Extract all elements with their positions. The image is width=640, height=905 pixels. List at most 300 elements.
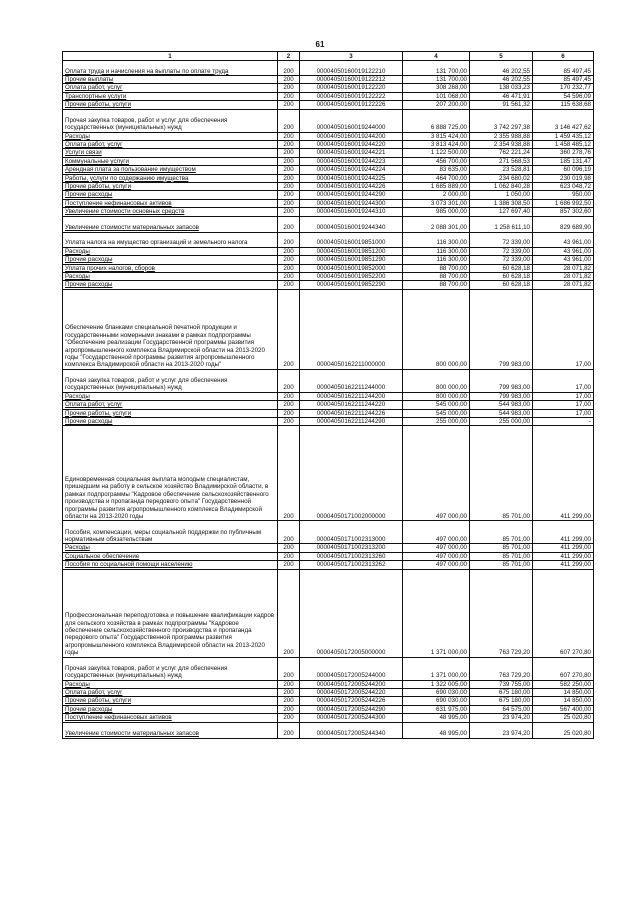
row-unexecuted-amount-cell: 85 497,45 — [533, 61, 594, 76]
table-row — [63, 521, 594, 544]
row-approved-amount-cell: 3 815 424,00 — [403, 132, 470, 140]
row-name-cell: Расходы — [63, 680, 278, 688]
row-classification-code-cell: 00004050171002000000 — [300, 426, 403, 521]
row-name-cell: Расходы — [63, 247, 278, 255]
row-classification-code-cell: 00004050171002313260 — [300, 552, 403, 560]
row-executed-amount-cell: 60 628,18 — [470, 264, 533, 272]
table-row — [63, 174, 594, 182]
row-executed-amount-cell: 23 974,20 — [470, 714, 533, 722]
table-header-row — [63, 52, 594, 61]
table-row — [63, 569, 594, 657]
row-name-cell: Пособия по социальной помощи населению — [63, 561, 278, 569]
row-approved-amount-cell: 497 000,00 — [403, 426, 470, 521]
row-executed-amount-cell: 763 729,20 — [470, 657, 533, 680]
row-unexecuted-amount-cell: 25 020,80 — [533, 714, 594, 722]
row-unexecuted-amount-cell: 582 250,00 — [533, 680, 594, 688]
table-row — [63, 256, 594, 264]
row-classification-code-cell: 00004050160019244300 — [300, 199, 403, 207]
row-name-cell: Увеличение стоимости материальных запасов — [63, 722, 278, 738]
row-name-cell: Пособия, компенсации, меры социальной поддержки по публичным нормативным обязательствам — [63, 521, 278, 544]
row-code-cell: 200 — [278, 561, 300, 569]
row-name-cell: Прочие расходы — [63, 705, 278, 713]
row-code-cell: 200 — [278, 521, 300, 544]
row-name-cell: Прочие расходы — [63, 281, 278, 289]
row-code-cell: 200 — [278, 369, 300, 392]
table-row — [63, 714, 594, 722]
column-header: 1 — [63, 52, 278, 61]
row-executed-amount-cell: 85 701,00 — [470, 521, 533, 544]
row-name-cell: Прочая закупка товаров, работ и услуг для обеспечения государственных (муниципальных) нужд — [63, 657, 278, 680]
row-executed-amount-cell: 3 742 297,38 — [470, 109, 533, 132]
row-approved-amount-cell: 48 995,00 — [403, 714, 470, 722]
row-approved-amount-cell: 116 300,00 — [403, 232, 470, 247]
row-executed-amount-cell: 1 258 611,10 — [470, 216, 533, 232]
row-code-cell: 200 — [278, 426, 300, 521]
row-approved-amount-cell: 2 000,00 — [403, 191, 470, 199]
row-code-cell: 200 — [278, 409, 300, 417]
row-classification-code-cell: 00004050160019244340 — [300, 216, 403, 232]
row-executed-amount-cell: 85 701,00 — [470, 561, 533, 569]
row-name-cell: Увеличение стоимости основных средств — [63, 208, 278, 216]
row-name-cell: Уплата прочих налогов, сборов — [63, 264, 278, 272]
row-classification-code-cell: 00004050160019122222 — [300, 92, 403, 100]
row-approved-amount-cell: 116 300,00 — [403, 247, 470, 255]
row-unexecuted-amount-cell: 411 299,00 — [533, 561, 594, 569]
row-executed-amount-cell: 1 062 840,28 — [470, 183, 533, 191]
column-header: 5 — [470, 52, 533, 61]
row-approved-amount-cell: 497 000,00 — [403, 544, 470, 552]
row-unexecuted-amount-cell: 567 400,00 — [533, 705, 594, 713]
row-approved-amount-cell: 1 322 005,00 — [403, 680, 470, 688]
row-approved-amount-cell: 3 813 424,00 — [403, 141, 470, 149]
row-code-cell: 200 — [278, 208, 300, 216]
row-approved-amount-cell: 131 700,00 — [403, 76, 470, 84]
row-executed-amount-cell: 544 983,00 — [470, 401, 533, 409]
row-unexecuted-amount-cell: 411 299,00 — [533, 552, 594, 560]
row-approved-amount-cell: 88 700,00 — [403, 264, 470, 272]
row-code-cell: 200 — [278, 232, 300, 247]
row-code-cell: 200 — [278, 264, 300, 272]
table-row — [63, 392, 594, 400]
row-unexecuted-amount-cell: 857 302,60 — [533, 208, 594, 216]
row-code-cell: 200 — [278, 132, 300, 140]
row-code-cell: 200 — [278, 149, 300, 157]
row-name-cell: Прочая закупка товаров, работ и услуг для обеспечения государственных (муниципальных) нужд — [63, 369, 278, 392]
row-code-cell: 200 — [278, 544, 300, 552]
row-unexecuted-amount-cell: 17,00 — [533, 392, 594, 400]
row-unexecuted-amount-cell: 14 850,00 — [533, 697, 594, 705]
row-approved-amount-cell: 116 300,00 — [403, 256, 470, 264]
row-name-cell: Прочие расходы — [63, 417, 278, 425]
row-executed-amount-cell: 46 202,55 — [470, 61, 533, 76]
row-executed-amount-cell: 46 471,91 — [470, 92, 533, 100]
row-name-cell: Расходы — [63, 544, 278, 552]
page-number: 61 — [315, 40, 325, 49]
row-classification-code-cell: 00004050160019122220 — [300, 84, 403, 92]
row-code-cell: 200 — [278, 401, 300, 409]
row-executed-amount-cell: 85 701,00 — [470, 426, 533, 521]
row-code-cell: 200 — [278, 552, 300, 560]
table-row — [63, 289, 594, 369]
row-executed-amount-cell: 60 628,18 — [470, 272, 533, 280]
column-header: 2 — [278, 52, 300, 61]
row-approved-amount-cell: 497 000,00 — [403, 552, 470, 560]
table-row — [63, 199, 594, 207]
row-unexecuted-amount-cell: 1 459 435,12 — [533, 132, 594, 140]
row-name-cell: Коммунальные услуги — [63, 157, 278, 165]
table-row — [63, 264, 594, 272]
table-row — [63, 141, 594, 149]
row-executed-amount-cell: 739 755,00 — [470, 680, 533, 688]
column-header: 3 — [300, 52, 403, 61]
row-code-cell: 200 — [278, 174, 300, 182]
row-unexecuted-amount-cell: 28 071,82 — [533, 264, 594, 272]
table-row — [63, 401, 594, 409]
row-classification-code-cell: 00004050160019244220 — [300, 141, 403, 149]
row-executed-amount-cell: 72 339,00 — [470, 256, 533, 264]
row-code-cell: 200 — [278, 714, 300, 722]
row-approved-amount-cell: 255 000,00 — [403, 417, 470, 425]
row-executed-amount-cell: 72 339,00 — [470, 247, 533, 255]
table-row — [63, 705, 594, 713]
row-approved-amount-cell: 1 371 000,00 — [403, 569, 470, 657]
table-row — [63, 61, 594, 76]
table-row — [63, 166, 594, 174]
row-classification-code-cell: 00004050172005244200 — [300, 680, 403, 688]
table-row — [63, 183, 594, 191]
table-row — [63, 369, 594, 392]
row-classification-code-cell: 00004050160019122226 — [300, 101, 403, 109]
row-classification-code-cell: 00004050172005000000 — [300, 569, 403, 657]
row-name-cell: Оплата работ, услуг — [63, 141, 278, 149]
row-code-cell: 200 — [278, 256, 300, 264]
row-unexecuted-amount-cell: 43 961,00 — [533, 256, 594, 264]
row-name-cell: Работы, услуги по содержанию имущества — [63, 174, 278, 182]
row-approved-amount-cell: 88 700,00 — [403, 281, 470, 289]
table-row — [63, 157, 594, 165]
row-executed-amount-cell: 85 701,00 — [470, 544, 533, 552]
row-unexecuted-amount-cell: 623 048,72 — [533, 183, 594, 191]
row-name-cell: Услуги связи — [63, 149, 278, 157]
row-name-cell: Оплата работ, услуг — [63, 688, 278, 696]
row-classification-code-cell: 00004050160019851200 — [300, 247, 403, 255]
row-executed-amount-cell: 799 983,00 — [470, 369, 533, 392]
row-code-cell: 200 — [278, 680, 300, 688]
row-code-cell: 200 — [278, 705, 300, 713]
row-classification-code-cell: 00004050172005244226 — [300, 697, 403, 705]
row-approved-amount-cell: 48 995,00 — [403, 722, 470, 738]
row-unexecuted-amount-cell: 43 961,00 — [533, 232, 594, 247]
row-classification-code-cell: 00004050171002313000 — [300, 521, 403, 544]
row-classification-code-cell: 00004050160019244310 — [300, 208, 403, 216]
row-approved-amount-cell: 985 000,00 — [403, 208, 470, 216]
row-name-cell: Поступление нефинансовых активов — [63, 714, 278, 722]
row-approved-amount-cell: 800 000,00 — [403, 392, 470, 400]
row-classification-code-cell: 00004050172005244220 — [300, 688, 403, 696]
row-approved-amount-cell: 631 975,00 — [403, 705, 470, 713]
table-row — [63, 680, 594, 688]
row-classification-code-cell: 00004050160019851000 — [300, 232, 403, 247]
row-unexecuted-amount-cell: 60 096,19 — [533, 166, 594, 174]
row-name-cell: Единовременная социальная выплата молодым специалистам, пришедшим на работу в сельское хозяйство Владимирской области, в рамках подпрограммы "Кадровое обеспечение сельскохозяйственного производства и пропаганда передового опыта" Государственной программы развития агропромышленного комплекса Владимирской области на 2013-2020 годы — [63, 426, 278, 521]
row-approved-amount-cell: 131 700,00 — [403, 61, 470, 76]
row-name-cell: Прочие расходы — [63, 256, 278, 264]
row-executed-amount-cell: 799 983,00 — [470, 392, 533, 400]
row-code-cell: 200 — [278, 84, 300, 92]
row-name-cell: Прочие работы, услуги — [63, 183, 278, 191]
budget-execution-table — [62, 51, 594, 739]
row-code-cell: 200 — [278, 191, 300, 199]
row-code-cell: 200 — [278, 697, 300, 705]
row-name-cell: Оплата работ, услуг — [63, 84, 278, 92]
row-classification-code-cell: 00004050160019244224 — [300, 166, 403, 174]
row-classification-code-cell: 00004050160019244221 — [300, 149, 403, 157]
table-row — [63, 409, 594, 417]
row-executed-amount-cell: 60 628,18 — [470, 281, 533, 289]
row-classification-code-cell: 00004050160019852200 — [300, 272, 403, 280]
row-name-cell: Прочие работы, услуги — [63, 697, 278, 705]
row-name-cell: Прочие расходы — [63, 191, 278, 199]
row-code-cell: 200 — [278, 657, 300, 680]
row-name-cell: Транспортные услуги — [63, 92, 278, 100]
row-code-cell: 200 — [278, 722, 300, 738]
row-unexecuted-amount-cell: 14 850,00 — [533, 688, 594, 696]
table-row — [63, 76, 594, 84]
row-code-cell: 200 — [278, 417, 300, 425]
row-unexecuted-amount-cell: 950,00 — [533, 191, 594, 199]
row-classification-code-cell: 00004050171002313262 — [300, 561, 403, 569]
row-classification-code-cell: 00004050160019244290 — [300, 191, 403, 199]
row-name-cell: Оплата работ, услуг — [63, 401, 278, 409]
row-approved-amount-cell: 88 700,00 — [403, 272, 470, 280]
row-unexecuted-amount-cell: 25 020,80 — [533, 722, 594, 738]
row-classification-code-cell: 00004050160019852290 — [300, 281, 403, 289]
row-approved-amount-cell: 464 700,00 — [403, 174, 470, 182]
row-code-cell: 200 — [278, 92, 300, 100]
row-unexecuted-amount-cell: 17,00 — [533, 369, 594, 392]
row-unexecuted-amount-cell: 411 299,00 — [533, 521, 594, 544]
row-unexecuted-amount-cell: 1 458 485,12 — [533, 141, 594, 149]
row-executed-amount-cell: 763 729,20 — [470, 569, 533, 657]
row-name-cell: Арендная плата за пользование имуществом — [63, 166, 278, 174]
row-classification-code-cell: 00004050172005244300 — [300, 714, 403, 722]
row-unexecuted-amount-cell: 28 071,82 — [533, 281, 594, 289]
row-unexecuted-amount-cell: - — [533, 417, 594, 425]
table-row — [63, 247, 594, 255]
row-classification-code-cell: 00004050160019244226 — [300, 183, 403, 191]
table-row — [63, 101, 594, 109]
row-name-cell: Прочие работы, услуги — [63, 409, 278, 417]
table-row — [63, 92, 594, 100]
row-name-cell: Увеличение стоимости материальных запасов — [63, 216, 278, 232]
row-approved-amount-cell: 83 635,00 — [403, 166, 470, 174]
row-name-cell: Прочие работы, услуги — [63, 101, 278, 109]
row-approved-amount-cell: 800 000,00 — [403, 369, 470, 392]
row-code-cell: 200 — [278, 216, 300, 232]
row-name-cell: Социальное обеспечение — [63, 552, 278, 560]
row-unexecuted-amount-cell: 43 961,00 — [533, 247, 594, 255]
table-row — [63, 191, 594, 199]
row-code-cell: 200 — [278, 183, 300, 191]
table-row — [63, 426, 594, 521]
row-code-cell: 200 — [278, 166, 300, 174]
row-executed-amount-cell: 23 528,81 — [470, 166, 533, 174]
row-unexecuted-amount-cell: 411 299,00 — [533, 544, 594, 552]
row-unexecuted-amount-cell: 3 146 427,62 — [533, 109, 594, 132]
row-executed-amount-cell: 64 575,00 — [470, 705, 533, 713]
row-code-cell: 200 — [278, 109, 300, 132]
row-unexecuted-amount-cell: 607 270,80 — [533, 569, 594, 657]
row-executed-amount-cell: 2 354 938,88 — [470, 141, 533, 149]
row-unexecuted-amount-cell: 17,00 — [533, 409, 594, 417]
row-code-cell: 200 — [278, 247, 300, 255]
row-unexecuted-amount-cell: 85 497,45 — [533, 76, 594, 84]
table-body — [63, 61, 594, 739]
row-approved-amount-cell: 6 888 725,00 — [403, 109, 470, 132]
row-name-cell: Уплата налога на имущество организаций и земельного налога — [63, 232, 278, 247]
row-approved-amount-cell: 497 000,00 — [403, 561, 470, 569]
row-code-cell: 200 — [278, 61, 300, 76]
row-name-cell: Обеспечение бланками специальной печатной продукции и государственными номерными знаками в рамках подпрограммы "Обеспечение реализации Государственной программы развития агропромышленного комплекса Владимирской области на 2013-2020 годы "Государственной программы развития агропромышленного комплекса Владимирской области на 2013-2020 годы" — [63, 289, 278, 369]
row-approved-amount-cell: 1 371 000,00 — [403, 657, 470, 680]
table-row — [63, 417, 594, 425]
row-code-cell: 200 — [278, 688, 300, 696]
column-header: 4 — [403, 52, 470, 61]
row-code-cell: 200 — [278, 76, 300, 84]
table-row — [63, 697, 594, 705]
table-row — [63, 722, 594, 738]
row-name-cell: Оплата труда и начисления на выплаты по оплате труда — [63, 61, 278, 76]
row-code-cell: 200 — [278, 141, 300, 149]
table-row — [63, 109, 594, 132]
row-executed-amount-cell: 2 355 988,88 — [470, 132, 533, 140]
row-approved-amount-cell: 101 068,00 — [403, 92, 470, 100]
row-approved-amount-cell: 3 073 301,00 — [403, 199, 470, 207]
table-row — [63, 84, 594, 92]
row-classification-code-cell: 00004050162211244290 — [300, 417, 403, 425]
row-executed-amount-cell: 762 221,24 — [470, 149, 533, 157]
row-classification-code-cell: 00004050162211244220 — [300, 401, 403, 409]
row-unexecuted-amount-cell: 1 686 992,50 — [533, 199, 594, 207]
row-approved-amount-cell: 800 000,00 — [403, 289, 470, 369]
table-row — [63, 552, 594, 560]
table-row — [63, 544, 594, 552]
row-unexecuted-amount-cell: 170 232,77 — [533, 84, 594, 92]
row-name-cell: Поступление нефинансовых активов — [63, 199, 278, 207]
row-executed-amount-cell: 675 180,00 — [470, 697, 533, 705]
row-executed-amount-cell: 46 202,55 — [470, 76, 533, 84]
row-name-cell: Расходы — [63, 272, 278, 280]
row-executed-amount-cell: 544 983,00 — [470, 409, 533, 417]
row-executed-amount-cell: 255 000,00 — [470, 417, 533, 425]
row-approved-amount-cell: 2 088 301,00 — [403, 216, 470, 232]
row-approved-amount-cell: 456 700,00 — [403, 157, 470, 165]
row-classification-code-cell: 00004050160019851290 — [300, 256, 403, 264]
row-name-cell: Прочие выплаты — [63, 76, 278, 84]
row-name-cell: Профессиональная переподготовка и повышение квалификации кадров для сельского хозяйства в рамках подпрограммы "Кадровое обеспечение сельскохозяйственного производства и пропаганда передового опыта" Государственной программы развития агропромышленного комплекса Владимирской области на 2013-2020 годы — [63, 569, 278, 657]
row-classification-code-cell: 00004050160019122210 — [300, 61, 403, 76]
table-row — [63, 272, 594, 280]
row-unexecuted-amount-cell: 360 278,76 — [533, 149, 594, 157]
row-classification-code-cell: 00004050172005244000 — [300, 657, 403, 680]
row-classification-code-cell: 00004050160019852000 — [300, 264, 403, 272]
table-row — [63, 149, 594, 157]
row-executed-amount-cell: 127 697,40 — [470, 208, 533, 216]
table-row — [63, 688, 594, 696]
row-approved-amount-cell: 1 685 889,00 — [403, 183, 470, 191]
row-classification-code-cell: 00004050162211244226 — [300, 409, 403, 417]
row-classification-code-cell: 00004050162211244200 — [300, 392, 403, 400]
table-row — [63, 281, 594, 289]
row-approved-amount-cell: 207 200,00 — [403, 101, 470, 109]
table-row — [63, 216, 594, 232]
row-executed-amount-cell: 85 701,00 — [470, 552, 533, 560]
row-unexecuted-amount-cell: 607 270,80 — [533, 657, 594, 680]
row-approved-amount-cell: 690 030,00 — [403, 688, 470, 696]
row-unexecuted-amount-cell: 115 638,68 — [533, 101, 594, 109]
row-approved-amount-cell: 545 000,00 — [403, 401, 470, 409]
row-approved-amount-cell: 308 268,00 — [403, 84, 470, 92]
row-executed-amount-cell: 675 180,00 — [470, 688, 533, 696]
row-classification-code-cell: 00004050160019122212 — [300, 76, 403, 84]
column-header: 6 — [533, 52, 594, 61]
row-unexecuted-amount-cell: 185 131,47 — [533, 157, 594, 165]
row-executed-amount-cell: 799 983,00 — [470, 289, 533, 369]
row-approved-amount-cell: 545 000,00 — [403, 409, 470, 417]
row-classification-code-cell: 00004050160019244225 — [300, 174, 403, 182]
row-unexecuted-amount-cell: 829 689,90 — [533, 216, 594, 232]
row-code-cell: 200 — [278, 569, 300, 657]
row-code-cell: 200 — [278, 199, 300, 207]
row-approved-amount-cell: 1 122 500,00 — [403, 149, 470, 157]
row-approved-amount-cell: 690 030,00 — [403, 697, 470, 705]
row-name-cell: Прочая закупка товаров, работ и услуг для обеспечения государственных (муниципальных) нужд — [63, 109, 278, 132]
row-unexecuted-amount-cell: 54 596,09 — [533, 92, 594, 100]
row-classification-code-cell: 00004050160019244223 — [300, 157, 403, 165]
row-executed-amount-cell: 271 568,53 — [470, 157, 533, 165]
row-executed-amount-cell: 72 339,00 — [470, 232, 533, 247]
row-classification-code-cell: 00004050172005244340 — [300, 722, 403, 738]
row-classification-code-cell: 00004050162211000000 — [300, 289, 403, 369]
row-executed-amount-cell: 1 386 308,50 — [470, 199, 533, 207]
row-unexecuted-amount-cell: 411 299,00 — [533, 426, 594, 521]
row-unexecuted-amount-cell: 17,00 — [533, 289, 594, 369]
table-row — [63, 232, 594, 247]
row-unexecuted-amount-cell: 28 071,82 — [533, 272, 594, 280]
row-classification-code-cell: 00004050160019244200 — [300, 132, 403, 140]
table-row — [63, 132, 594, 140]
row-code-cell: 200 — [278, 101, 300, 109]
row-code-cell: 200 — [278, 289, 300, 369]
row-code-cell: 200 — [278, 272, 300, 280]
row-name-cell: Расходы — [63, 392, 278, 400]
row-classification-code-cell: 00004050160019244000 — [300, 109, 403, 132]
row-code-cell: 200 — [278, 157, 300, 165]
row-classification-code-cell: 00004050172005244290 — [300, 705, 403, 713]
row-executed-amount-cell: 23 974,20 — [470, 722, 533, 738]
row-code-cell: 200 — [278, 281, 300, 289]
row-name-cell: Расходы — [63, 132, 278, 140]
row-classification-code-cell: 00004050171002313200 — [300, 544, 403, 552]
row-approved-amount-cell: 497 000,00 — [403, 521, 470, 544]
table-row — [63, 208, 594, 216]
row-classification-code-cell: 00004050162211244000 — [300, 369, 403, 392]
row-executed-amount-cell: 1 050,00 — [470, 191, 533, 199]
table-row — [63, 561, 594, 569]
row-code-cell: 200 — [278, 392, 300, 400]
row-executed-amount-cell: 91 561,32 — [470, 101, 533, 109]
table-row — [63, 657, 594, 680]
